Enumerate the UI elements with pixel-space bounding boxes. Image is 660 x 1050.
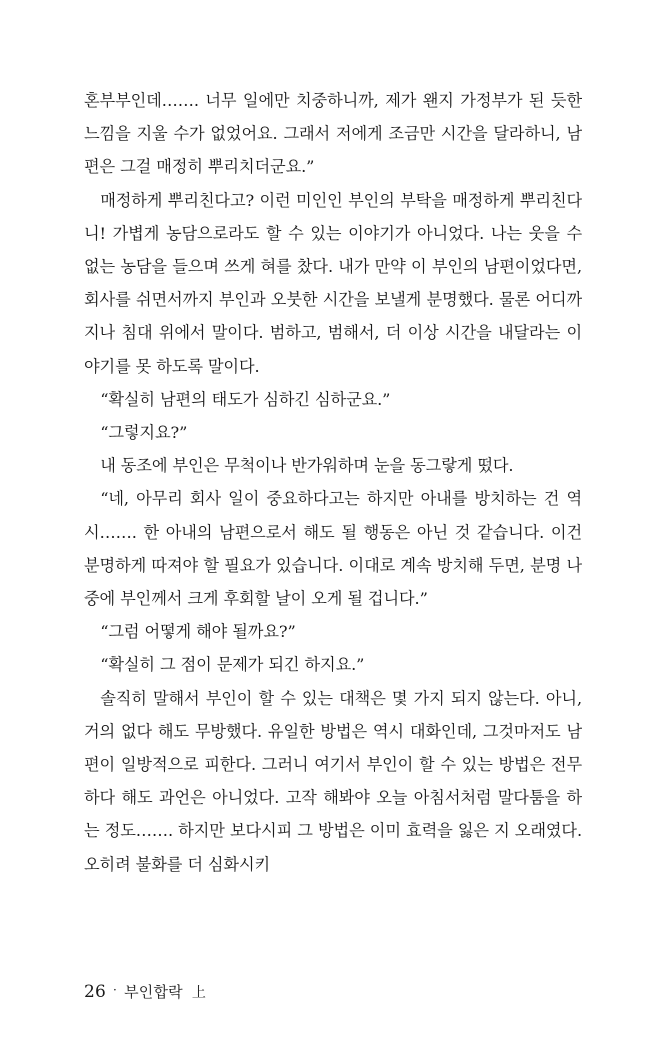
page-footer (84, 981, 206, 1002)
paragraph: 혼부부인데……. 너무 일에만 치중하니까, 제가 왠지 가정부가 된 듯한 느낌을 지울 수가 없었어요. 그래서 저에게 조금만 시간을 달라하니, 남편은 그걸 매정히 뿌리치더군요.” (84, 91, 582, 177)
paragraph: “확실히 남편의 태도가 심하긴 심하군요.” (100, 389, 391, 409)
page-number: 26 (84, 982, 107, 1002)
paragraph: “그렇지요?” (100, 423, 188, 443)
paragraph: “그럼 어떻게 해야 될까요?” (100, 622, 296, 642)
paragraph: 내 동조에 부인은 무척이나 반가워하며 눈을 동그랗게 떴다. (100, 456, 514, 476)
paragraph: 매정하게 뿌리친다고? 이런 미인인 부인의 부탁을 매정하게 뿌리친다니! 가볍게 농담으로라도 할 수 있는 이야기가 아니었다. 나는 웃을 수 없는 농담을 들으며 쓰게 혀를 찼다. 내가 만약 이 부인의 남편이었다면, 회사를 쉬면서까지 부인과 오붓한 시간을 보낼게 분명했다. 물론 어디까지나 침대 위에서 말이다. 범하고, 범해서, 더 이상 시간을 내달라는 이야기를 못 하도록 말이다. (84, 190, 582, 376)
paragraph: 솔직히 말해서 부인이 할 수 있는 대책은 몇 가지 되지 않는다. 아니, 거의 없다 해도 무방했다. 유일한 방법은 역시 대화인데, 그것마저도 남편이 일방적으로 피한다. 그러니 여기서 부인이 할 수 있는 방법은 전무하다 해도 과언은 아니었다. 고작 해봐야 오늘 아침서처럼 말다툼을 하는 정도……. 하지만 보다시피 그 방법은 이미 효력을 잃은 지 오래였다. 오히려 불화를 더 심화시키 (84, 688, 582, 874)
footer-separator: · (113, 983, 118, 997)
paragraph: “네, 아무리 회사 일이 중요하다고는 하지만 아내를 방치하는 건 역시……. 한 아내의 남편으로서 해도 될 행동은 아닌 것 같습니다. 이건 분명하게 따져야 할 필요가 있습니다. 이대로 계속 방치해 두면, 분명 나중에 부인께서 크게 후회할 날이 오게 될 겁니다.” (84, 489, 582, 609)
volume-label: 上 (191, 985, 207, 1001)
paragraph: “확실히 그 점이 문제가 되긴 하지요.” (100, 655, 365, 675)
page-body (84, 84, 582, 881)
running-title: 부인합락 (124, 983, 183, 1001)
